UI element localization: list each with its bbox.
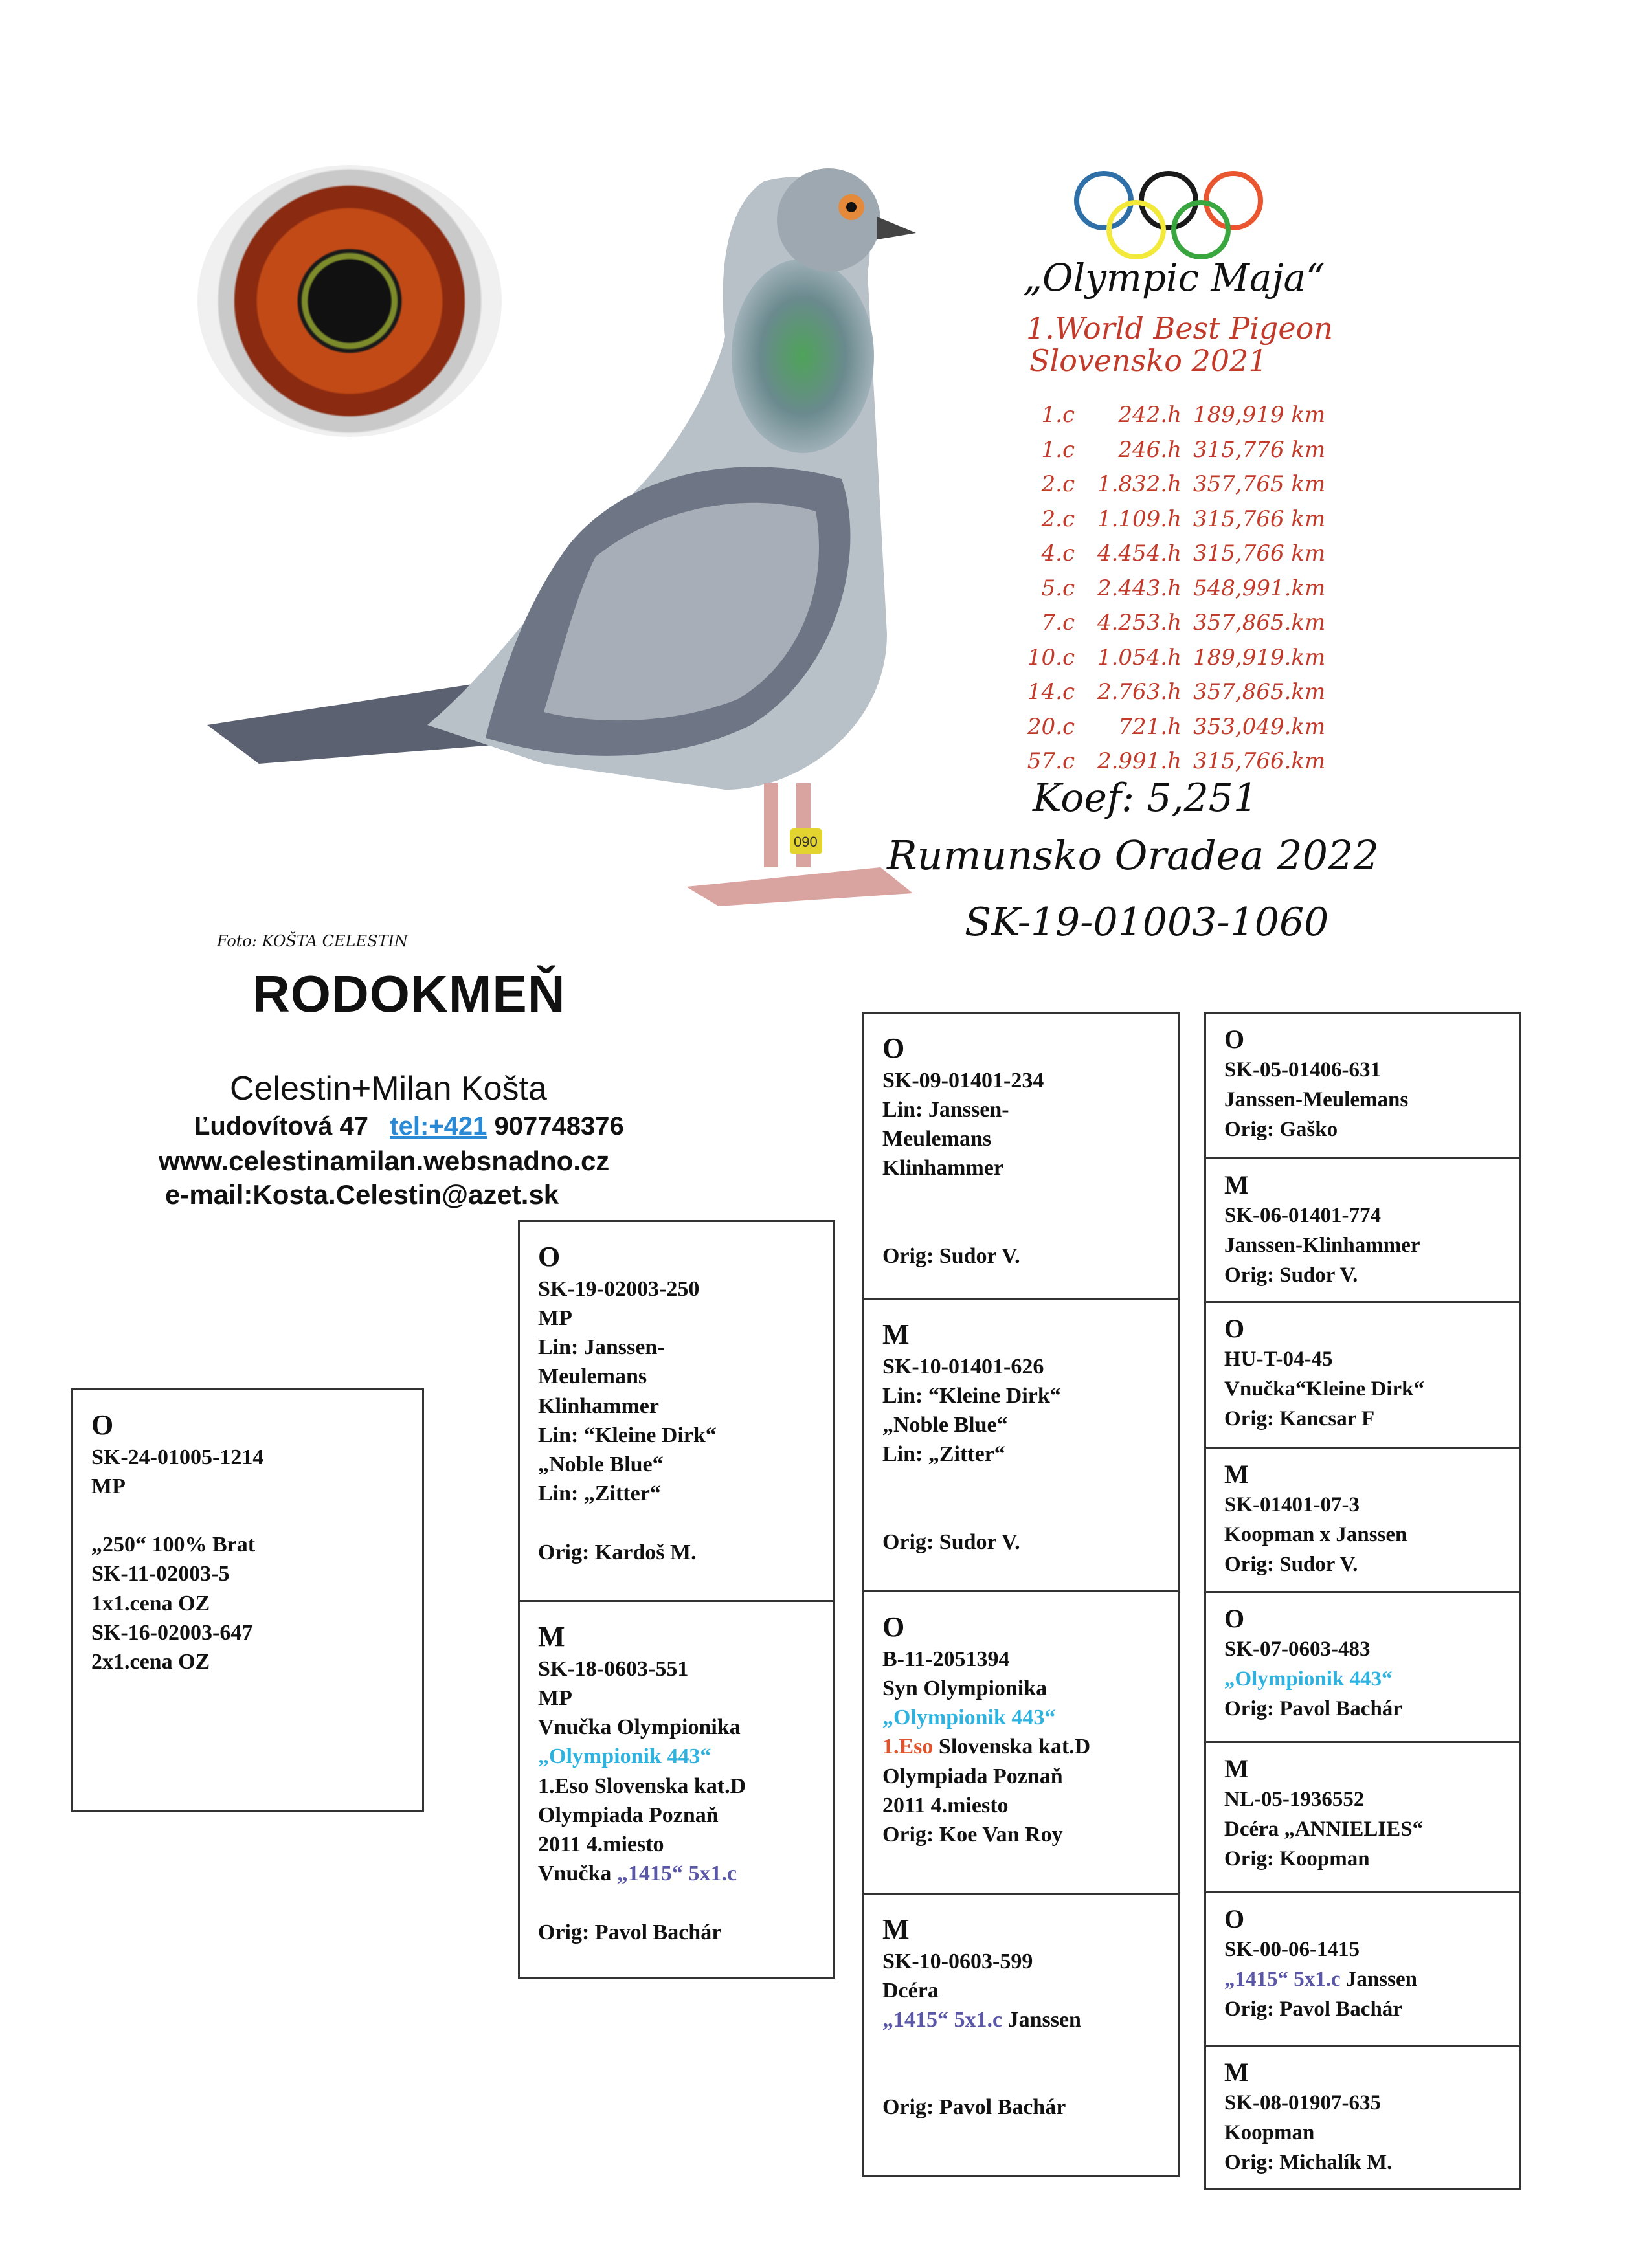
- result-place: 20.c: [1027, 713, 1075, 740]
- result-place: 2.c: [1041, 471, 1075, 497]
- result-place: 14.c: [1027, 679, 1075, 705]
- pedigree-mmf-box: [1204, 1891, 1521, 2047]
- sex-label: O: [1224, 1604, 1245, 1633]
- pedigree-ffm-box: [1204, 1157, 1521, 1305]
- pedigree-sibling-box: [71, 1388, 424, 1812]
- owner-name: Celestin+Milan Košta: [230, 1070, 547, 1107]
- sex-label: O: [882, 1032, 905, 1064]
- race-name: Rumunsko Oradea 2022: [887, 832, 1379, 879]
- pigeon-photo: [181, 142, 1023, 951]
- result-place: 7.c: [1041, 610, 1075, 636]
- note: Lin: Janssen-: [882, 1098, 1009, 1122]
- owner-address-line: [194, 1112, 624, 1141]
- note: „Noble Blue“: [882, 1413, 1008, 1438]
- origin: Orig: Gaško: [1224, 1118, 1338, 1142]
- result-distance: 357,865.km: [1193, 610, 1326, 636]
- note: „250“ 100% Brat: [91, 1533, 256, 1557]
- result-place: 4.c: [1041, 540, 1075, 566]
- note: 2011 4.miesto: [882, 1793, 1009, 1818]
- result-distance: 189,919.km: [1193, 644, 1326, 671]
- note: Lin: Janssen-: [538, 1335, 665, 1360]
- origin: Orig: Kancsar F: [1224, 1407, 1375, 1431]
- ring-number: SK-06-01401-774: [1224, 1204, 1381, 1227]
- race-result-row: [1010, 467, 1334, 502]
- pedigree-father-box: [518, 1220, 835, 1602]
- note: Janssen-Meulemans: [1224, 1088, 1409, 1112]
- origin: Orig: Pavol Bachár: [1224, 1997, 1402, 2021]
- sex-label: O: [1224, 1314, 1245, 1343]
- sex-label: M: [882, 1318, 910, 1350]
- result-distance: 357,765 km: [1193, 471, 1326, 497]
- note-highlight: „Olympionik 443“: [882, 1706, 1056, 1730]
- note: „Noble Blue“: [538, 1452, 664, 1477]
- result-distance: 315,766 km: [1193, 506, 1326, 532]
- origin: Orig: Koe Van Roy: [882, 1823, 1063, 1847]
- note-highlight: „Olympionik 443“: [1224, 1667, 1393, 1691]
- pedigree-mfm-box: [1204, 1741, 1521, 1893]
- origin: Orig: Sudor V.: [1224, 1263, 1358, 1287]
- result-birds: 2.443.h: [1097, 575, 1182, 601]
- result-place: 10.c: [1027, 644, 1075, 671]
- note: 1.Eso Slovenska kat.D: [538, 1773, 746, 1798]
- tag: MP: [91, 1474, 126, 1499]
- note: Meulemans: [538, 1364, 647, 1389]
- result-place: 5.c: [1041, 575, 1075, 601]
- ring-number: SK-24-01005-1214: [91, 1445, 264, 1469]
- note: Syn Olympionika: [882, 1676, 1048, 1701]
- ring-black: [1141, 173, 1196, 228]
- note: Vnučka Olympionika: [538, 1715, 741, 1740]
- note: Lin: „Zitter“: [882, 1442, 1005, 1467]
- origin: Orig: Michalík M.: [1224, 2151, 1393, 2175]
- ring-number: SK-05-01406-631: [1224, 1058, 1381, 1082]
- pedigree-mmm-box: [1204, 2045, 1521, 2190]
- origin: Orig: Sudor V.: [882, 1243, 1020, 1268]
- origin: Orig: Pavol Bachár: [882, 2095, 1066, 2120]
- result-distance: 357,865.km: [1193, 679, 1326, 705]
- note: Meulemans: [882, 1127, 992, 1151]
- leg-band-number: 090: [794, 834, 818, 850]
- result-birds: 2.763.h: [1097, 679, 1182, 705]
- olympic-rings-icon: [1062, 162, 1275, 259]
- sex-label: M: [1224, 2058, 1249, 2087]
- sex-label: M: [1224, 1754, 1249, 1783]
- sex-label: M: [1224, 1170, 1249, 1199]
- sex-label: M: [1224, 1460, 1249, 1489]
- note: Dcéra „ANNIELIES“: [1224, 1818, 1424, 1841]
- tag: MP: [538, 1306, 572, 1331]
- race-results-list: [1010, 398, 1334, 779]
- pedigree-mother-box: [518, 1600, 835, 1979]
- result-distance: 548,991.km: [1193, 575, 1326, 601]
- ring-number: HU-T-04-45: [1224, 1348, 1333, 1371]
- ring-number: SK-01401-07-3: [1224, 1493, 1360, 1517]
- note: Klinhammer: [538, 1394, 659, 1418]
- race-result-row: [1010, 502, 1334, 537]
- note: 1x1.cena OZ: [91, 1591, 210, 1616]
- document-title: RODOKMEŇ: [252, 965, 566, 1023]
- pedigree-fmm-box: [1204, 1447, 1521, 1594]
- pigeon-name: „Olympic Maja“: [1023, 256, 1325, 300]
- sex-label: O: [538, 1241, 561, 1273]
- note: Koopman: [1224, 2121, 1315, 2145]
- ring-yellow: [1109, 203, 1163, 257]
- result-place: 1.c: [1041, 402, 1075, 428]
- note: SK-11-02003-5: [91, 1562, 230, 1586]
- phone-number: 907748376: [494, 1112, 624, 1140]
- origin: Orig: Sudor V.: [1224, 1553, 1358, 1577]
- sex-label: O: [91, 1409, 114, 1441]
- ring-number: SK-19-01003-1060: [965, 900, 1329, 945]
- ring-number: SK-07-0603-483: [1224, 1638, 1371, 1661]
- result-birds: 1.109.h: [1097, 506, 1182, 532]
- race-result-row: [1010, 744, 1334, 779]
- pedigree-mff-box: [1204, 1591, 1521, 1743]
- race-result-row: [1010, 398, 1334, 433]
- address: Ľudovítová 47: [194, 1112, 368, 1140]
- note: 1.Eso Slovenska kat.D: [882, 1735, 1091, 1759]
- pedigree-ff-box: [862, 1012, 1180, 1300]
- race-result-row: [1010, 572, 1334, 606]
- origin: Orig: Sudor V.: [882, 1529, 1020, 1554]
- race-result-row: [1010, 675, 1334, 710]
- note: Lin: “Kleine Dirk“: [538, 1423, 717, 1447]
- result-birds: 246.h: [1118, 436, 1182, 463]
- ring-number: SK-00-06-1415: [1224, 1938, 1360, 1961]
- result-birds: 1.832.h: [1097, 471, 1182, 497]
- result-distance: 315,766 km: [1193, 540, 1326, 566]
- result-birds: 721.h: [1118, 713, 1182, 740]
- origin: Orig: Pavol Bachár: [1224, 1697, 1402, 1721]
- note: Olympiada Poznaň: [882, 1764, 1063, 1788]
- result-distance: 315,766.km: [1193, 748, 1326, 774]
- email[interactable]: e-mail:Kosta.Celestin@azet.sk: [165, 1179, 559, 1210]
- ring-number: SK-09-01401-234: [882, 1068, 1044, 1093]
- sex-label: M: [538, 1621, 565, 1652]
- phone-link[interactable]: tel:+421: [390, 1112, 487, 1140]
- tag: MP: [538, 1686, 572, 1711]
- race-result-row: [1010, 606, 1334, 641]
- result-distance: 315,776 km: [1193, 436, 1326, 463]
- ring-number: SK-10-0603-599: [882, 1949, 1033, 1973]
- pedigree-mm-box: [862, 1893, 1180, 2177]
- result-birds: 4.454.h: [1097, 540, 1182, 566]
- photo-credit: Foto: KOŠTA CELESTIN: [217, 932, 408, 950]
- ring-number: NL-05-1936552: [1224, 1788, 1365, 1811]
- note-highlight: „Olympionik 443“: [538, 1744, 711, 1769]
- note: Lin: “Kleine Dirk“: [882, 1384, 1061, 1408]
- result-place: 2.c: [1041, 506, 1075, 532]
- result-birds: 4.253.h: [1097, 610, 1182, 636]
- coefficient: Koef: 5,251: [1033, 775, 1259, 821]
- sex-label: O: [1224, 1904, 1245, 1933]
- pedigree-fmf-box: [1204, 1301, 1521, 1449]
- result-birds: 1.054.h: [1097, 644, 1182, 671]
- sex-label: M: [882, 1913, 910, 1945]
- note: Janssen-Klinhammer: [1224, 1234, 1420, 1258]
- sex-label: O: [882, 1611, 905, 1643]
- ring-number: SK-18-0603-551: [538, 1656, 689, 1681]
- note: Vnučka“Kleine Dirk“: [1224, 1377, 1424, 1401]
- result-place: 1.c: [1041, 436, 1075, 463]
- pedigree-fff-box: [1204, 1012, 1521, 1159]
- race-result-row: [1010, 641, 1334, 676]
- ring-blue: [1077, 173, 1131, 228]
- result-birds: 2.991.h: [1097, 748, 1182, 774]
- sex-label: O: [1224, 1025, 1245, 1054]
- race-result-row: [1010, 537, 1334, 572]
- ring-number: B-11-2051394: [882, 1647, 1010, 1671]
- note: „1415“ 5x1.c Janssen: [882, 2008, 1081, 2032]
- result-distance: 353,049.km: [1193, 713, 1326, 740]
- note: Lin: „Zitter“: [538, 1482, 661, 1506]
- result-distance: 189,919 km: [1193, 402, 1326, 428]
- origin: Orig: Kardoš M.: [538, 1540, 697, 1564]
- note: Dcéra: [882, 1979, 939, 2003]
- award-title: 1.World Best Pigeon: [1026, 311, 1333, 346]
- ring-number: SK-08-01907-635: [1224, 2091, 1381, 2115]
- note: 2x1.cena OZ: [91, 1650, 210, 1674]
- note: Klinhammer: [882, 1156, 1003, 1181]
- ring-red: [1206, 173, 1260, 228]
- result-birds: 242.h: [1118, 402, 1182, 428]
- note: Koopman x Janssen: [1224, 1523, 1407, 1547]
- pedigree-fm-box: [862, 1298, 1180, 1592]
- origin: Orig: Koopman: [1224, 1847, 1370, 1871]
- website[interactable]: www.celestinamilan.websnadno.cz: [159, 1146, 610, 1176]
- note: Olympiada Poznaň: [538, 1803, 719, 1827]
- note: „1415“ 5x1.c Janssen: [1224, 1968, 1417, 1992]
- ring-number: SK-19-02003-250: [538, 1276, 700, 1301]
- note: SK-16-02003-647: [91, 1620, 253, 1645]
- ring-green: [1174, 203, 1228, 257]
- result-place: 57.c: [1027, 748, 1075, 774]
- ring-number: SK-10-01401-626: [882, 1354, 1044, 1379]
- note: Vnučka „1415“ 5x1.c: [538, 1862, 737, 1886]
- race-result-row: [1010, 710, 1334, 745]
- award-country-year: Slovensko 2021: [1029, 343, 1268, 378]
- note: 2011 4.miesto: [538, 1832, 664, 1857]
- pedigree-mf-box: [862, 1590, 1180, 1895]
- race-result-row: [1010, 433, 1334, 468]
- origin: Orig: Pavol Bachár: [538, 1920, 722, 1944]
